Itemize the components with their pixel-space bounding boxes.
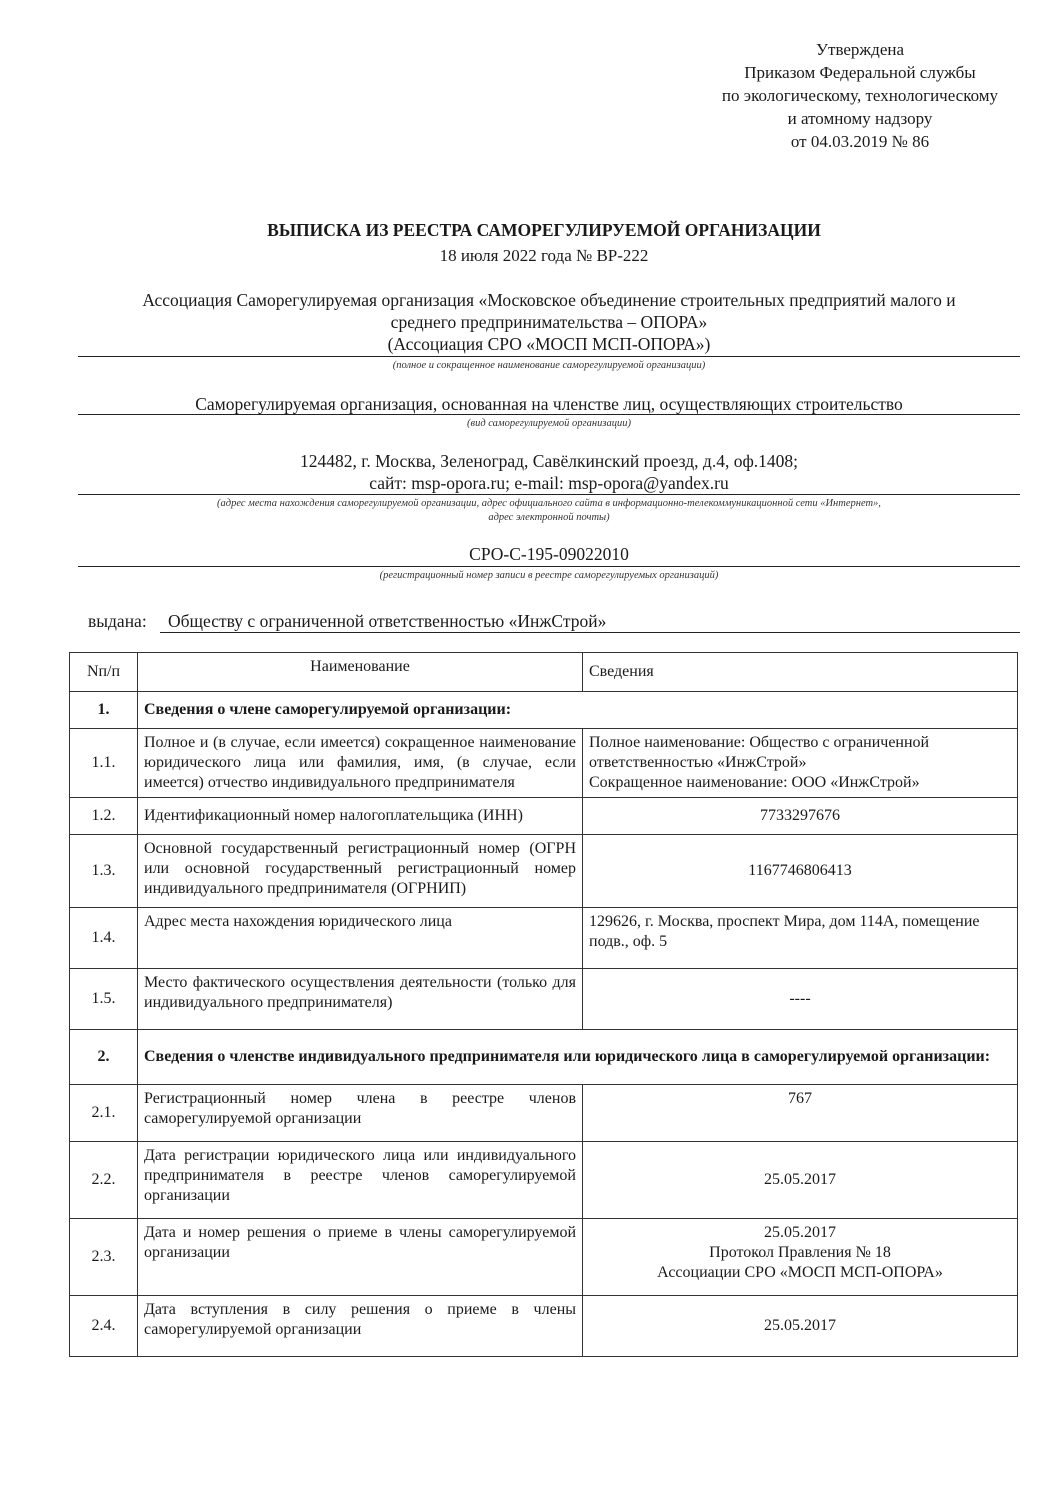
- organization-name-line: среднего предпринимательства – ОПОРА»: [390, 312, 708, 332]
- register-table: [69, 652, 1018, 1357]
- document-date-number: 18 июля 2022 года № ВР-222: [439, 246, 649, 265]
- approval-line: и атомному надзору: [787, 109, 933, 128]
- document-title: ВЫПИСКА ИЗ РЕЕСТРА САМОРЕГУЛИРУЕМОЙ ОРГАНИЗАЦИИ: [267, 220, 821, 240]
- organization-address: [78, 450, 1020, 494]
- approval-line: от 04.03.2019 № 86: [790, 132, 930, 151]
- approval-block: [680, 38, 1040, 153]
- divider: [78, 566, 1020, 567]
- row-value: 7733297676: [583, 798, 1018, 835]
- row-name: Место фактического осуществления деятельности (только для индивидуального предпринимателя): [138, 969, 583, 1030]
- table-row: [70, 798, 1018, 835]
- row-name: Дата и номер решения о приеме в члены саморегулируемой организации: [138, 1219, 583, 1296]
- divider: [78, 414, 1020, 415]
- section-row: [70, 692, 1018, 729]
- table-header-row: [70, 653, 1018, 692]
- table-row: [70, 908, 1018, 969]
- address-caption: [78, 497, 1020, 525]
- registration-number-caption: (регистрационный номер записи в реестре саморегулируемых организаций): [379, 570, 719, 581]
- row-num: 1.1.: [70, 729, 138, 798]
- organization-name-caption: (полное и сокращенное наименование саморегулируемой организации): [392, 360, 706, 371]
- row-num: 2.3.: [70, 1219, 138, 1296]
- approval-line: Приказом Федеральной службы: [744, 63, 976, 82]
- row-value: 25.05.2017: [583, 1142, 1018, 1219]
- row-value: [583, 1219, 1018, 1296]
- section-num: 2.: [70, 1030, 138, 1085]
- row-name: Полное и (в случае, если имеется) сокращенное наименование юридического лица или фамилия, имя, (в случае, если имеется) отчество индивидуального предпринимателя: [138, 729, 583, 798]
- section-num: 1.: [70, 692, 138, 729]
- address-caption-line: (адрес места нахождения саморегулируемой организации, адрес официального сайта в информационно-телекоммуникационной сети «Интернет»,: [217, 498, 881, 509]
- table-row: [70, 1085, 1018, 1142]
- row-name: Идентификационный номер налогоплательщика (ИНН): [138, 798, 583, 835]
- table-row: [70, 1219, 1018, 1296]
- header-value: Сведения: [583, 653, 1018, 692]
- row-value: [583, 729, 1018, 798]
- table-row: [70, 729, 1018, 798]
- row-num: 2.2.: [70, 1142, 138, 1219]
- header-num: Nп/п: [70, 653, 138, 692]
- row-value-line: 25.05.2017: [764, 1224, 836, 1241]
- row-value: 25.05.2017: [583, 1296, 1018, 1357]
- row-num: 1.4.: [70, 908, 138, 969]
- row-num: 2.4.: [70, 1296, 138, 1357]
- divider: [78, 356, 1020, 357]
- row-name: Регистрационный номер члена в реестре членов саморегулируемой организации: [138, 1085, 583, 1142]
- row-num: 1.3.: [70, 835, 138, 908]
- table-row: [70, 1296, 1018, 1357]
- table-row: [70, 835, 1018, 908]
- sro-registration-number: СРО-С-195-09022010: [469, 544, 629, 564]
- row-num: 1.2.: [70, 798, 138, 835]
- organization-type: Саморегулируемая организация, основанная на членстве лиц, осуществляющих строительство: [195, 394, 903, 414]
- issued-label: выдана:: [88, 611, 147, 631]
- row-value-line: Полное наименование: Общество с ограниченной ответственностью «ИнжСтрой»: [589, 734, 930, 771]
- row-value: 1167746806413: [583, 835, 1018, 908]
- section-title: Сведения о члене саморегулируемой организации:: [138, 692, 1018, 729]
- address-line: 124482, г. Москва, Зеленоград, Савёлкинский проезд, д.4, оф.1408;: [299, 451, 799, 471]
- organization-name-line: Ассоциация Саморегулируемая организация «Московское объединение строительных предприятий малого и: [142, 290, 956, 310]
- issued-to-value: Обществу с ограниченной ответственностью «ИнжСтрой»: [168, 611, 607, 631]
- row-name: Основной государственный регистрационный номер (ОГРН или основной государственный регистрационный номер индивидуального предпринимателя (ОГРНИП): [138, 835, 583, 908]
- row-value-line: Ассоциации СРО «МОСП МСП-ОПОРА»: [657, 1264, 943, 1281]
- row-value-line: Сокращенное наименование: ООО «ИнжСтрой»: [589, 774, 920, 791]
- row-value: 129626, г. Москва, проспект Мира, дом 114А, помещение подв., оф. 5: [583, 908, 1018, 969]
- organization-type-caption: (вид саморегулируемой организации): [467, 418, 631, 429]
- row-name: Дата вступления в силу решения о приеме в члены саморегулируемой организации: [138, 1296, 583, 1357]
- row-name: Дата регистрации юридического лица или индивидуального предпринимателя в реестре членов саморегулируемой организации: [138, 1142, 583, 1219]
- row-num: 2.1.: [70, 1085, 138, 1142]
- organization-name: [78, 289, 1020, 355]
- table-row: [70, 969, 1018, 1030]
- row-num: 1.5.: [70, 969, 138, 1030]
- divider: [78, 494, 1020, 495]
- organization-short-name: (Ассоциация СРО «МОСП МСП-ОПОРА»): [387, 334, 711, 354]
- contacts-line: сайт: msp-opora.ru; e-mail: msp-opora@yandex.ru: [369, 473, 729, 493]
- divider: [160, 632, 1020, 633]
- approval-line: по экологическому, технологическому: [721, 86, 999, 105]
- row-value-line: Протокол Правления № 18: [709, 1244, 891, 1261]
- row-name: Адрес места нахождения юридического лица: [138, 908, 583, 969]
- header-name: Наименование: [138, 653, 583, 692]
- row-value: 767: [583, 1085, 1018, 1142]
- table-row: [70, 1142, 1018, 1219]
- section-row: [70, 1030, 1018, 1085]
- row-value: ----: [583, 969, 1018, 1030]
- approval-line: Утверждена: [815, 40, 905, 59]
- section-title: Сведения о членстве индивидуального предпринимателя или юридического лица в саморегулируемой организации:: [138, 1030, 1018, 1085]
- address-caption-line: адрес электронной почты): [488, 512, 610, 523]
